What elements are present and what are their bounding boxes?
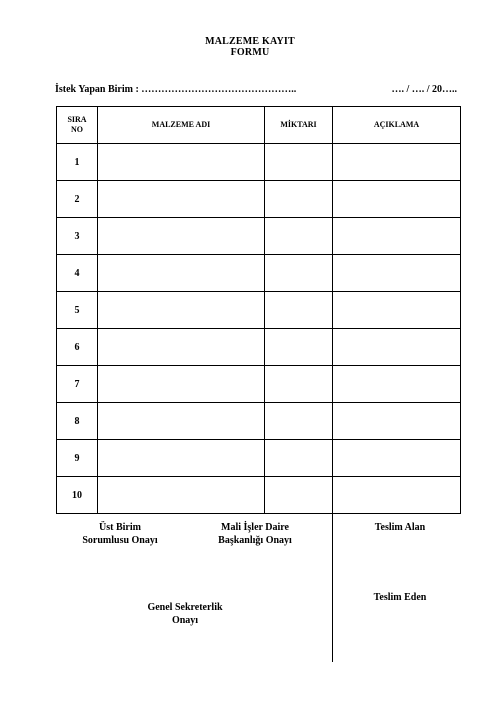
material-table [56,106,461,514]
cell-miktari[interactable] [265,292,333,329]
cell-malzeme[interactable] [98,255,265,292]
table-row [57,329,461,366]
cell-aciklama[interactable] [333,144,461,181]
cell-miktari[interactable] [265,329,333,366]
mali-isler-line2: Başkanlığı Onayı [218,535,292,546]
cell-malzeme[interactable] [98,218,265,255]
table-row [57,366,461,403]
cell-malzeme[interactable] [98,181,265,218]
cell-malzeme[interactable] [98,403,265,440]
cell-malzeme[interactable] [98,292,265,329]
mali-isler-line1: Mali İşler Daire [221,522,289,533]
cell-aciklama[interactable] [333,218,461,255]
ust-birim-line1: Üst Birim [99,522,141,533]
cell-malzeme[interactable] [98,366,265,403]
table-row [57,144,461,181]
cell-aciklama[interactable] [333,477,461,514]
header-sira-line2: NO [71,125,83,134]
cell-malzeme[interactable] [98,329,265,366]
row-number: 1 [57,144,98,181]
row-number: 4 [57,255,98,292]
ust-birim-signature [80,521,160,547]
cell-miktari[interactable] [265,477,333,514]
mali-isler-signature [205,521,305,547]
cell-miktari[interactable] [265,440,333,477]
header-malzeme-adi: MALZEME ADI [98,107,265,144]
signature-divider-line [332,512,333,662]
table-header-row [57,107,461,144]
requesting-unit-field: İstek Yapan Birim : ……………………………………….. [55,84,297,95]
teslim-eden-signature: Teslim Eden [373,592,427,603]
table-row [57,218,461,255]
cell-miktari[interactable] [265,181,333,218]
table-row [57,403,461,440]
header-aciklama: AÇIKLAMA [333,107,461,144]
cell-aciklama[interactable] [333,366,461,403]
cell-aciklama[interactable] [333,255,461,292]
form-title-line2: FORMU [230,47,270,58]
ust-birim-line2: Sorumlusu Onayı [82,535,158,546]
cell-malzeme[interactable] [98,477,265,514]
cell-miktari[interactable] [265,255,333,292]
teslim-alan-signature: Teslim Alan [374,522,426,533]
row-number: 7 [57,366,98,403]
genel-sekreterlik-line2: Onayı [171,615,199,626]
table-row [57,440,461,477]
header-sira-line1: SIRA [67,115,87,124]
form-title-line1: MALZEME KAYIT [205,36,295,47]
table-row [57,477,461,514]
genel-sekreterlik-line1: Genel Sekreterlik [147,602,223,613]
cell-aciklama[interactable] [333,329,461,366]
date-field: …. / …. / 20….. [391,84,457,95]
cell-aciklama[interactable] [333,403,461,440]
genel-sekreterlik-signature [135,601,235,627]
cell-miktari[interactable] [265,218,333,255]
row-number: 9 [57,440,98,477]
header-sira-no [57,107,98,144]
cell-malzeme[interactable] [98,440,265,477]
row-number: 6 [57,329,98,366]
table-row [57,292,461,329]
cell-malzeme[interactable] [98,144,265,181]
cell-miktari[interactable] [265,366,333,403]
header-miktari: MİKTARI [265,107,333,144]
cell-miktari[interactable] [265,144,333,181]
row-number: 8 [57,403,98,440]
cell-aciklama[interactable] [333,181,461,218]
row-number: 2 [57,181,98,218]
cell-aciklama[interactable] [333,440,461,477]
row-number: 5 [57,292,98,329]
table-row [57,181,461,218]
row-number: 10 [57,477,98,514]
cell-miktari[interactable] [265,403,333,440]
row-number: 3 [57,218,98,255]
table-row [57,255,461,292]
cell-aciklama[interactable] [333,292,461,329]
